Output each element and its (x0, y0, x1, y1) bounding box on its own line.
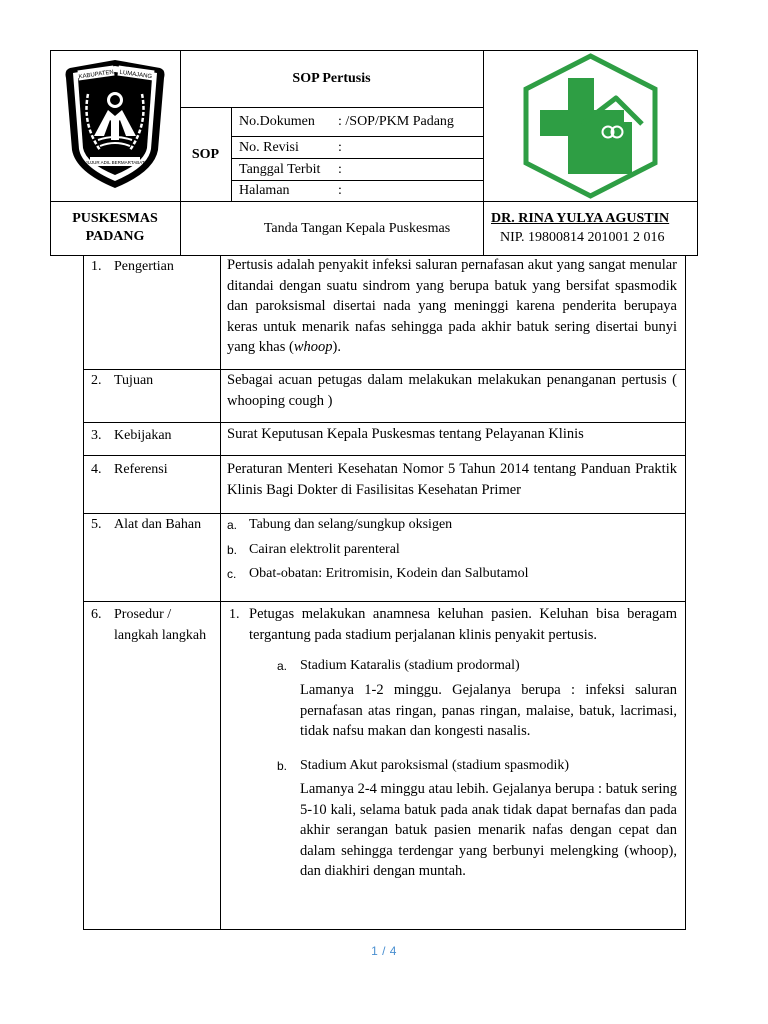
field-halaman-label: Halaman (239, 183, 290, 198)
field-tanggal-terbit-value: : (338, 162, 342, 177)
section-text (227, 255, 677, 358)
field-no-revisi-value: : (338, 140, 342, 155)
substep-text: Lamanya 1-2 minggu. Gejalanya berupa : infeksi saluran pernafasan atas ringan, panas ringan, malaise, batuk, lacrimasi, tidak nafsu makan dan kongesti nasalis. (300, 682, 677, 740)
head-name: DR. RINA YULYA AGUSTIN (491, 211, 670, 226)
section-label: Pengertian (114, 259, 174, 274)
section-text: Surat Keputusan Kepala Puskesmas tentang Pelayanan Klinis (227, 426, 584, 442)
emblem-text-motto: JUJUR ADIL BERMARTABAT (85, 160, 145, 165)
head-nip: NIP. 19800814 201001 2 016 (500, 230, 665, 245)
lumajang-crest-emblem (60, 54, 170, 194)
org-name-line2: PADANG (85, 229, 145, 244)
section-label: Referensi (114, 462, 168, 477)
section-label: Prosedur / (114, 607, 172, 622)
puskesmas-logo (518, 52, 663, 200)
list-marker: a. (227, 518, 238, 532)
field-halaman-value: : (338, 183, 342, 198)
substep-marker: b. (277, 759, 288, 773)
section-number: 3. (91, 428, 102, 443)
section-label: Alat dan Bahan (114, 517, 202, 532)
section-text-italic: whoop (293, 339, 333, 356)
step-number: 1. (229, 607, 240, 622)
field-no-dokumen-label: No.Dokumen (239, 114, 315, 129)
sop-title: SOP Pertusis (292, 71, 371, 86)
emblem-text-lumajang: LUMAJANG (119, 69, 153, 81)
list-item: Tabung dan selang/sungkup oksigen (249, 517, 453, 532)
substep-text: Lamanya 2-4 minggu atau lebih. Gejalanya berupa : batuk sering 5-10 kali, selama batuk pada anak tidak dapat bernafas dan pada akhir serangan batuk pasien menarik nafas dengan cepat dan dalam sehingga terdengar yang berbunyi melengking (whoop), dan diakhiri dengan muntah. (300, 781, 677, 880)
section-text: Sebagai acuan petugas dalam melakukan melakukan penanganan pertusis ( whooping cough ) (227, 372, 677, 409)
field-no-dokumen-value: : /SOP/PKM Padang (338, 114, 454, 129)
substep-title: Stadium Kataralis (stadium prodormal) (300, 658, 520, 673)
section-number: 6. (91, 607, 102, 622)
section-text-main: Pertusis adalah penyakit infeksi saluran pernafasan akut yang sangat menular ditandai dengan suatu sindrom yang berupa batuk yang bersifat spasmodik dan paroksismal disertai nada yang meninggi karena penderita berupaya keras untuk menarik nafas sehingga pada akhir batuk sering disertai bunyi yang khas ( (227, 257, 677, 356)
section-number: 4. (91, 462, 102, 477)
section-number: 2. (91, 373, 102, 388)
emblem-text-kabupaten: KABUPATEN (78, 69, 115, 81)
signature-label: Tanda Tangan Kepala Puskesmas (263, 221, 451, 236)
field-no-revisi-label: No. Revisi (239, 140, 299, 155)
list-item: Cairan elektrolit parenteral (249, 542, 400, 557)
section-label: Tujuan (114, 373, 154, 388)
sop-label: SOP (191, 147, 220, 162)
section-text-end: ). (332, 339, 341, 356)
puskesmas-green-cross-logo-icon (518, 52, 663, 200)
section-text: Peraturan Menteri Kesehatan Nomor 5 Tahun 2014 tentang Panduan Praktik Klinis Bagi Dokter di Fasilisitas Kesehatan Primer (227, 461, 677, 498)
section-number: 1. (91, 259, 102, 274)
list-marker: c. (227, 567, 237, 581)
section-label-line2: langkah langkah (114, 628, 207, 643)
page-indicator: 1 / 4 (371, 944, 397, 958)
field-tanggal-terbit-label: Tanggal Terbit (239, 162, 321, 177)
substep-marker: a. (277, 659, 288, 673)
section-label: Kebijakan (114, 428, 172, 443)
substep-title: Stadium Akut paroksismal (stadium spasmodik) (300, 758, 570, 773)
step-text: Petugas melakukan anamnesa keluhan pasien. Keluhan bisa beragam tergantung pada stadium perjalanan klinis penyakit pertusis. (249, 606, 677, 643)
lumajang-regency-crest-icon (60, 54, 170, 194)
list-item: Obat-obatan: Eritromisin, Kodein dan Salbutamol (249, 566, 529, 581)
section-number: 5. (91, 517, 102, 532)
org-name-line1: PUSKESMAS (72, 211, 158, 226)
list-marker: b. (227, 543, 238, 557)
